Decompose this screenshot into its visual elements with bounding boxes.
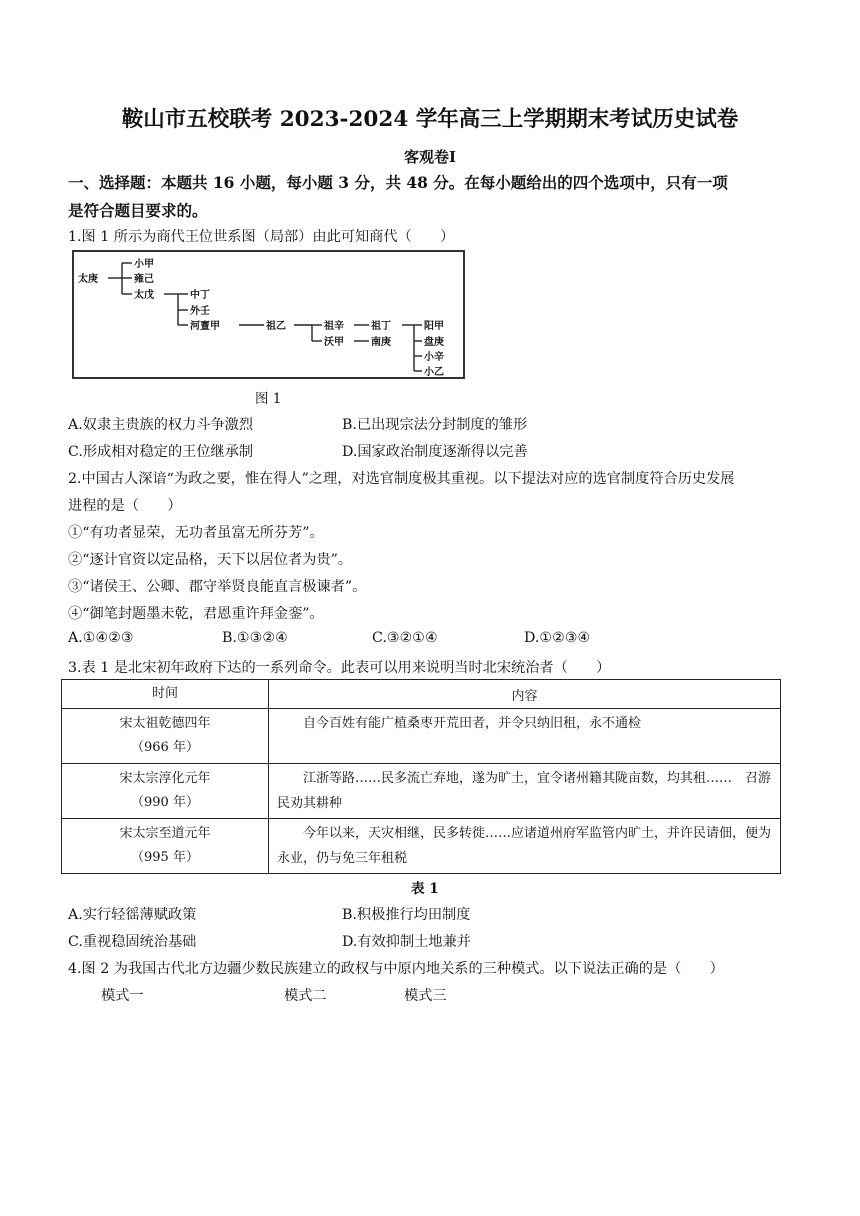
q3-option-c[interactable]: C.重视稳固统治基础 [68, 934, 197, 950]
q1-option-c[interactable]: C.形成相对稳定的王位继承制 [68, 444, 254, 460]
node-wojia: 沃甲 [324, 337, 344, 348]
table-header-content: 内容 [269, 680, 781, 709]
q2-stem-line2: 进程的是（ ） [68, 498, 182, 514]
q1-stem: 1.图 1 所示为商代王位世系图（局部）由此可知商代（ ） [68, 229, 455, 245]
time-label: 宋太祖乾德四年 [119, 716, 211, 731]
page-title: 鞍山市五校联考 2023-2024 学年高三上学期期末考试历史试卷 [121, 107, 739, 132]
node-pangeng: 盘庚 [424, 337, 444, 348]
q1-figure-caption: 图 1 [255, 391, 282, 407]
q3-option-b[interactable]: B.积极推行均田制度 [342, 907, 471, 923]
q4-mode-1: 模式一 [101, 988, 144, 1004]
node-waiwang: 外壬 [190, 306, 210, 317]
section-heading-line1: 一、选择题：本题共 16 小题，每小题 3 分，共 48 分。在每小题给出的四个选项中，只有一项 [68, 173, 728, 192]
time-year: （990 年） [131, 795, 199, 810]
genealogy-chart [72, 250, 466, 380]
time-label: 宋太宗至道元年 [119, 826, 211, 841]
node-hedanjia: 河亶甲 [190, 321, 220, 332]
figure-border [73, 251, 464, 378]
table-cell-content: 自今百姓有能广植桑枣开荒田者，并令只纳旧租，永不通检 [269, 709, 781, 764]
page-subtitle: 客观卷Ⅰ [403, 148, 457, 166]
q2-option-c[interactable]: C.③②①④ [372, 630, 438, 646]
node-yongji: 雍己 [134, 274, 154, 285]
table-header-row [62, 680, 781, 709]
table-row [62, 819, 781, 874]
time-label: 宋太宗淳化元年 [119, 771, 211, 786]
q4-mode-3: 模式三 [404, 988, 447, 1004]
q2-option-b[interactable]: B.①③②④ [222, 630, 288, 646]
q1-option-a[interactable]: A.奴隶主贵族的权力斗争激烈 [68, 417, 254, 433]
node-nangeng: 南庚 [371, 337, 391, 348]
table-cell-content: 今年以来，天灾相继，民多转徙……应诸道州府军监管内旷土，并许民请佃，便为永业，仍与免三年租税 [269, 819, 781, 874]
q3-table [61, 679, 781, 874]
q2-stem-line1: 2.中国古人深谙“为政之要，惟在得人”之理，对选官制度极其重视。以下提法对应的选官制度符合历史发展 [68, 471, 735, 487]
q3-option-a[interactable]: A.实行轻徭薄赋政策 [68, 907, 197, 923]
node-zhongding: 中丁 [190, 290, 210, 301]
section-heading-line2: 是符合题目要求的。 [68, 201, 208, 220]
table-cell-time [62, 709, 269, 764]
q1-option-d[interactable]: D.国家政治制度逐渐得以完善 [342, 444, 528, 460]
q4-stem: 4.图 2 为我国古代北方边疆少数民族建立的政权与中原内地关系的三种模式。以下说法正确的是（ ） [68, 961, 724, 977]
time-year: （966 年） [131, 740, 199, 755]
q4-mode-2: 模式二 [284, 988, 327, 1004]
q2-item-1: ①“有功者显荣，无功者虽富无所芬芳”。 [68, 525, 324, 541]
node-taiwu: 太戊 [134, 290, 154, 301]
table-cell-content: 江浙等路……民多流亡弃地，遂为旷土，宜令诸州籍其陇亩数，均其租…… 召游民劝其耕种 [269, 764, 781, 819]
node-zuding: 祖丁 [371, 321, 391, 332]
node-xiaoyi: 小乙 [424, 367, 444, 378]
table-cell-time [62, 819, 269, 874]
table-cell-time [62, 764, 269, 819]
q2-item-2: ②“逐计官资以定品格，天下以居位者为贵”。 [68, 552, 353, 568]
time-year: （995 年） [131, 850, 199, 865]
q2-option-d[interactable]: D.①②③④ [524, 630, 591, 646]
q3-table-caption: 表 1 [411, 881, 439, 897]
q1-option-b[interactable]: B.已出现宗法分封制度的雏形 [342, 417, 528, 433]
table-row [62, 709, 781, 764]
node-zuxin: 祖辛 [324, 321, 344, 332]
q2-item-3: ③“诸侯王、公卿、郡守举贤良能直言极谏者”。 [68, 579, 367, 595]
table-header-time: 时间 [62, 680, 269, 709]
node-xiaojia: 小甲 [134, 259, 154, 270]
node-taigeng: 太庚 [78, 274, 98, 285]
q3-stem: 3.表 1 是北宋初年政府下达的一系列命令。此表可以用来说明当时北宋统治者（ ） [68, 660, 611, 676]
q1-figure-genealogy [72, 250, 466, 380]
q2-option-a[interactable]: A.①④②③ [68, 630, 134, 646]
q2-item-4: ④“御笔封题墨未乾，君恩重许拜金銮”。 [68, 606, 324, 622]
genealogy-lines [108, 263, 422, 371]
table-row [62, 764, 781, 819]
node-yangjia: 阳甲 [424, 321, 444, 332]
node-zuyi: 祖乙 [266, 321, 286, 332]
q3-option-d[interactable]: D.有效抑制土地兼并 [342, 934, 471, 950]
node-xiaoxin: 小辛 [424, 352, 444, 363]
